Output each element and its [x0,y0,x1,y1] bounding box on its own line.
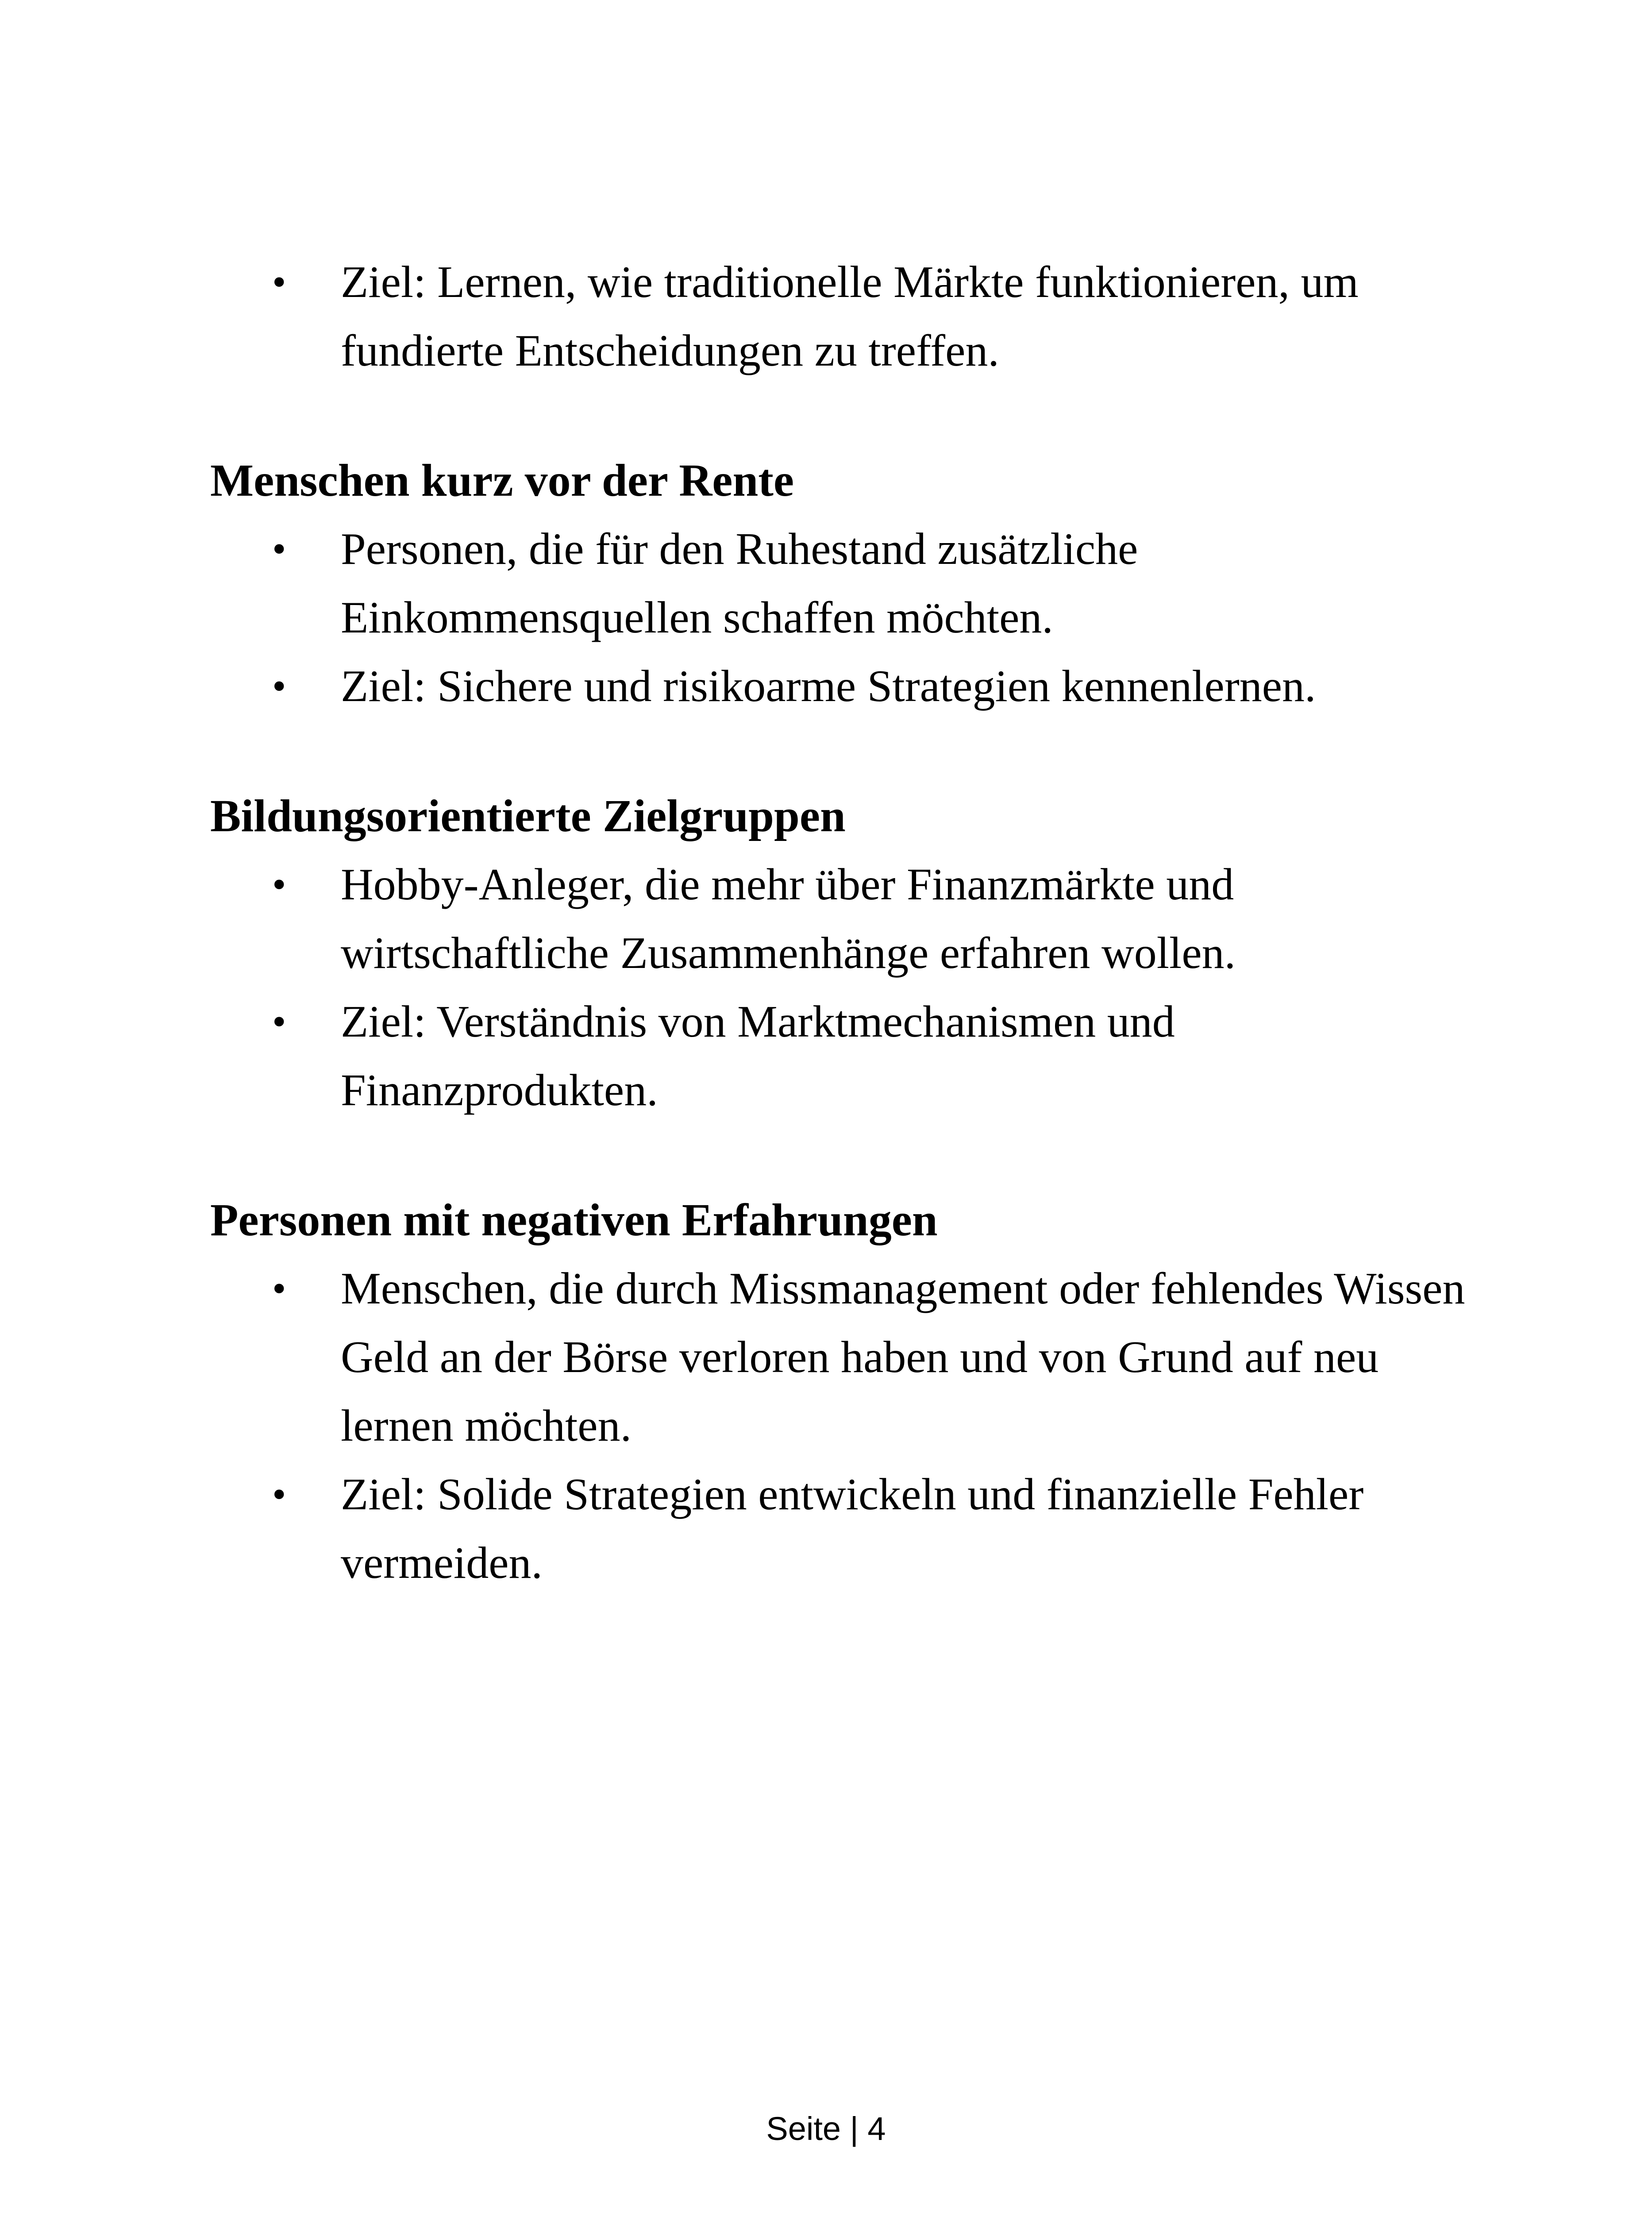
section-rente [210,446,1494,721]
list-item [210,987,1494,1125]
bullet-icon: • [272,1473,286,1516]
page-number-footer: Seite | 4 [766,2110,886,2147]
page-content [210,248,1494,1597]
bullet-icon: • [272,863,286,906]
bullet-icon: • [272,1267,286,1311]
bullet-icon: • [272,1000,286,1044]
list-item [210,652,1494,721]
list-item [210,248,1494,385]
list-item-text: Ziel: Verständnis von Marktmechanismen und Finanzprodukten. [341,997,1175,1115]
bullet-icon: • [272,664,286,708]
bullet-list [210,1254,1494,1597]
list-item-text: Ziel: Solide Strategien entwickeln und finanzielle Fehler vermeiden. [341,1469,1364,1588]
list-item [210,850,1494,987]
list-item-text: Hobby-Anleger, die mehr über Finanzmärkte und wirtschaftliche Zusammenhänge erfahren wollen. [341,860,1236,978]
section-heading: Bildungsorientierte Zielgruppen [210,790,846,841]
bullet-list [210,515,1494,721]
section-heading: Menschen kurz vor der Rente [210,455,794,506]
bullet-icon: • [272,527,286,571]
list-item-text: Ziel: Sichere und risikoarme Strategien kennenlernen. [341,661,1316,711]
intro-bullet-list [210,248,1494,385]
section-bildung [210,782,1494,1125]
list-item [210,515,1494,652]
list-item-text: Personen, die für den Ruhestand zusätzliche Einkommensquellen schaffen möchten. [341,524,1138,643]
bullet-list [210,850,1494,1125]
list-item-text: Menschen, die durch Missmanagement oder fehlendes Wissen Geld an der Börse verloren haben und von Grund auf neu lernen möchten. [341,1264,1465,1451]
section-negative-erfahrungen [210,1186,1494,1597]
list-item [210,1460,1494,1597]
list-item-text: Ziel: Lernen, wie traditionelle Märkte funktionieren, um fundierte Entscheidungen zu treffen. [341,257,1359,376]
section-heading: Personen mit negativen Erfahrungen [210,1195,938,1245]
bullet-icon: • [272,260,286,304]
list-item [210,1254,1494,1460]
